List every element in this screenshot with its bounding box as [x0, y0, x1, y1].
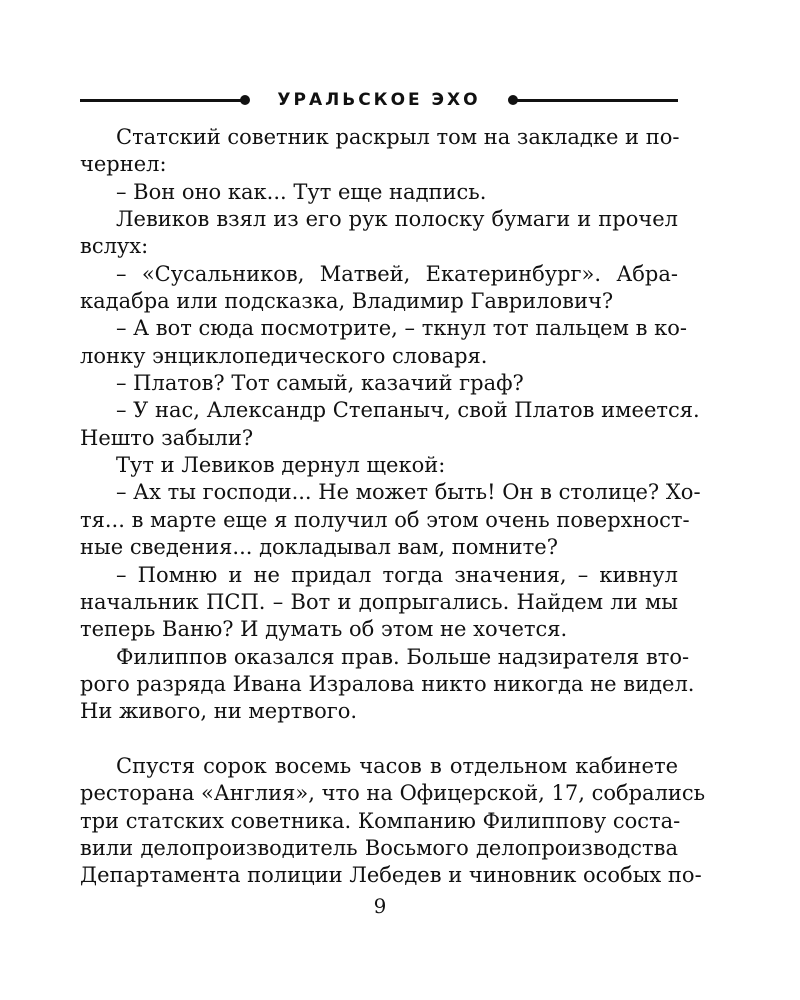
text-line: – Помню и не придал тогда значения, – кивнул: [116, 562, 678, 587]
header-rule-right: [516, 99, 678, 102]
text-line: Спустя сорок восемь часов в отдельном кабинете: [116, 753, 678, 778]
text-line: кадабра или подсказка, Владимир Гаврилович?: [80, 289, 614, 314]
text-line: лонку энциклопедического словаря.: [80, 343, 488, 368]
text-line: чернел:: [80, 152, 167, 177]
text-line: начальник ПСП. – Вот и допрыгались. Найдем ли мы: [80, 589, 678, 614]
running-title: УРАЛЬСКОЕ ЭХО: [277, 90, 481, 110]
text-line: Левиков взял из его рук полоску бумаги и прочел: [116, 207, 678, 232]
text-line: Нешто забыли?: [80, 425, 254, 450]
text-line: Тут и Левиков дернул щекой:: [116, 453, 446, 478]
text-line: вили делопроизводитель Восьмого делопроизводства: [80, 835, 678, 860]
text-line: теперь Ваню? И думать об этом не хочется.: [80, 617, 568, 642]
header-dot-left: [240, 95, 250, 105]
text-line: – Вон оно как... Тут еще надпись.: [116, 179, 487, 204]
text-line: ресторана «Англия», что на Офицерской, 17, собрались: [80, 781, 706, 806]
header-rule-left: [80, 99, 242, 102]
text-line: – У нас, Александр Степаныч, свой Платов имеется.: [116, 398, 700, 423]
running-header: [80, 86, 678, 114]
text-line: Филиппов оказался прав. Больше надзирателя вто-: [116, 644, 690, 669]
text-line: ные сведения... докладывал вам, помните?: [80, 535, 558, 560]
text-line: – А вот сюда посмотрите, – ткнул тот пальцем в ко-: [116, 316, 687, 341]
text-line: Статский советник раскрыл том на закладке и по-: [116, 125, 680, 149]
text-line: – «Сусальников, Матвей, Екатеринбург». Абра-: [116, 261, 678, 286]
paragraph-gap: [80, 726, 678, 753]
text-line: вслух:: [80, 234, 149, 259]
text-line: – Ах ты господи... Не может быть! Он в столице? Хо-: [116, 480, 701, 505]
body-text: [80, 124, 706, 890]
text-line: тя... в марте еще я получил об этом очень поверхност-: [80, 507, 690, 532]
text-line: Департамента полиции Лебедев и чиновник особых по-: [80, 863, 702, 888]
text-line: – Платов? Тот самый, казачий граф?: [116, 371, 524, 396]
text-line: три статских советника. Компанию Филиппову соста-: [80, 808, 681, 833]
page-number: 9: [373, 894, 387, 918]
text-line: рого разряда Ивана Изралова никто никогда не видел.: [80, 671, 695, 696]
text-line: Ни живого, ни мертвого.: [80, 699, 358, 724]
